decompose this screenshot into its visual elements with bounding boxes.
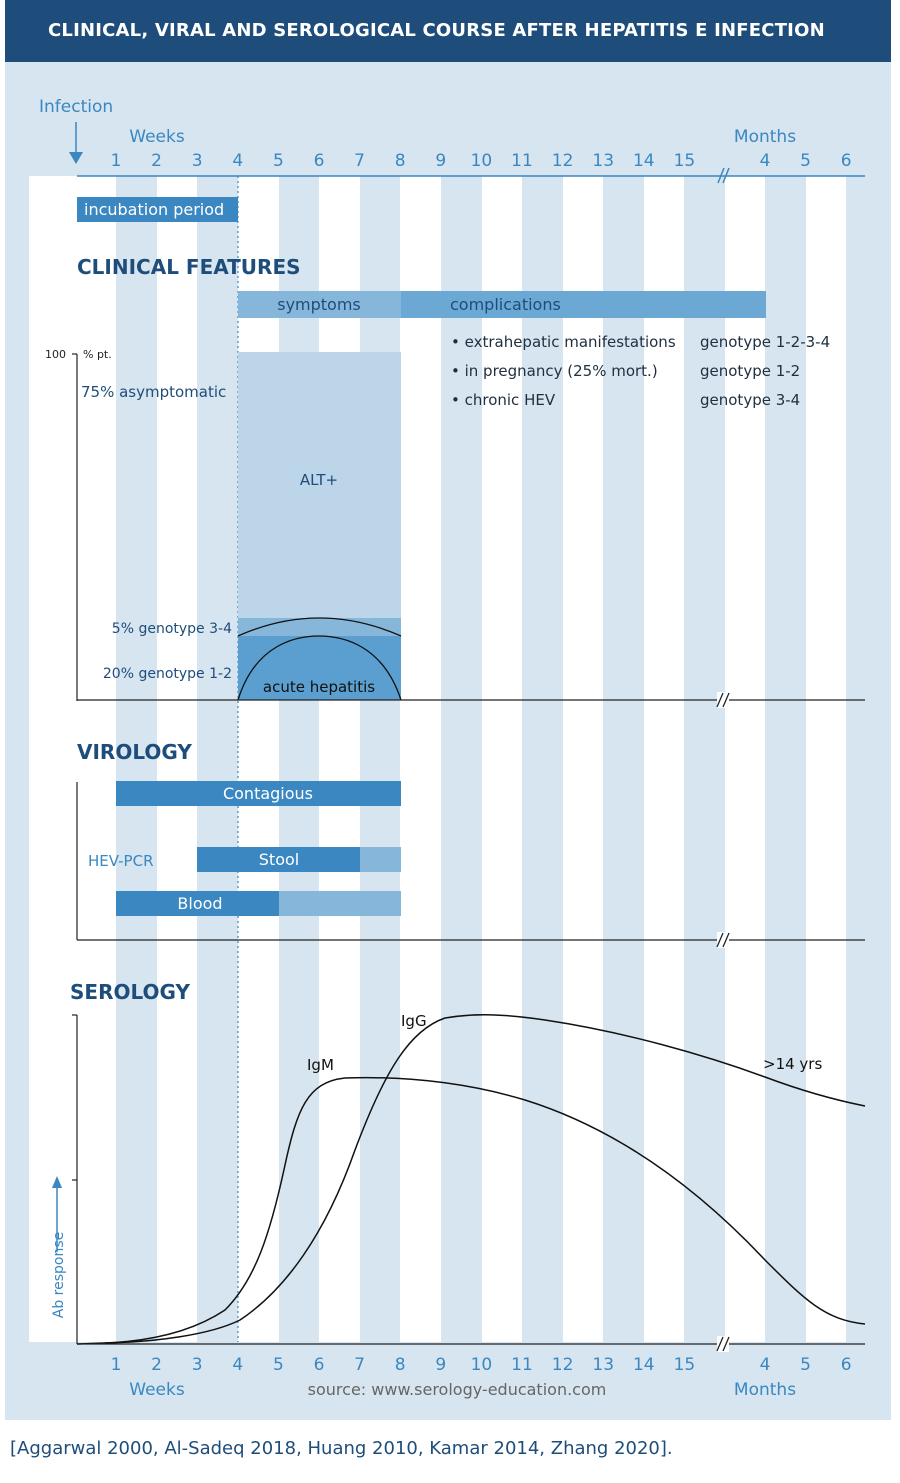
bottom-week-tick-15: 15 [673,1355,696,1375]
infection-label: Infection [39,97,114,117]
top-tick-labels [111,151,852,171]
bottom-tick-labels [111,1355,852,1375]
citation: [Aggarwal 2000, Al-Sadeq 2018, Huang 2010, Kamar 2014, Zhang 2020]. [10,1438,673,1459]
bottom-week-tick-7: 7 [354,1355,366,1375]
virology-heading: VIROLOGY [77,740,192,764]
top-week-tick-2: 2 [151,151,163,171]
top-week-tick-12: 12 [551,151,574,171]
top-week-tick-7: 7 [354,151,366,171]
top-week-tick-11: 11 [511,151,533,171]
bottom-week-tick-8: 8 [394,1355,406,1375]
complication-item-3: • chronic HEV [451,391,556,409]
genotype12-label: 20% genotype 1-2 [102,666,232,682]
genotype34-label: 5% genotype 3-4 [111,621,232,637]
top-week-tick-4: 4 [232,151,244,171]
complication-item-2: • in pregnancy (25% mort.) [451,362,658,380]
blood-bar-tail [279,891,401,916]
stool-label: Stool [258,850,300,869]
bottom-week-tick-6: 6 [313,1355,325,1375]
contagious-label: Contagious [222,784,314,803]
symptoms-label: symptoms [277,295,361,314]
top-week-tick-8: 8 [394,151,406,171]
figure [5,0,891,1420]
top-week-tick-5: 5 [272,151,284,171]
top-months-label: Months [733,127,797,147]
top-week-tick-1: 1 [110,151,122,171]
bottom-week-tick-2: 2 [151,1355,163,1375]
igg-duration-label: >14 yrs [763,1055,823,1073]
bottom-week-tick-11: 11 [511,1355,533,1375]
top-week-tick-13: 13 [592,151,615,171]
blood-label: Blood [177,894,223,913]
asymptomatic-label: 75% asymptomatic [81,383,227,401]
bottom-week-tick-10: 10 [470,1355,493,1375]
bottom-week-tick-1: 1 [110,1355,122,1375]
infection-arrow [69,122,83,164]
top-week-tick-10: 10 [470,151,493,171]
igg-label: IgG [401,1012,427,1030]
clinical-y-top-label: 100 [45,348,66,361]
serology-heading: SEROLOGY [70,980,190,1004]
alt-label: ALT+ [299,471,339,489]
top-week-tick-3: 3 [191,151,203,171]
stool-bar-tail [360,847,401,872]
complications-label: complications [450,295,561,314]
complication-genotype-1: genotype 1-2-3-4 [700,333,831,351]
bottom-week-tick-13: 13 [592,1355,615,1375]
bottom-week-tick-9: 9 [435,1355,447,1375]
top-weeks-label: Weeks [129,127,185,147]
igm-label: IgM [307,1056,334,1074]
figure-title: CLINICAL, VIRAL AND SEROLOGICAL COURSE AFTER HEPATITIS E INFECTION [48,20,825,41]
virology-axis-break [717,932,729,948]
bottom-month-tick-4: 4 [759,1355,771,1375]
bottom-months-label: Months [733,1380,797,1400]
serology-axis-break [717,1336,729,1352]
top-week-tick-6: 6 [313,151,325,171]
bottom-weeks-label: Weeks [129,1380,185,1400]
top-week-tick-9: 9 [435,151,447,171]
top-week-tick-15: 15 [673,151,696,171]
pcr-label: HEV-PCR [88,852,154,870]
source-label: source: www.serology-education.com [307,1380,607,1399]
clinical-axis-break [717,692,729,708]
bottom-week-tick-4: 4 [232,1355,244,1375]
top-month-tick-4: 4 [759,151,771,171]
complication-item-1: • extrahepatic manifestations [451,333,676,351]
top-month-tick-6: 6 [840,151,852,171]
complication-genotype-2: genotype 1-2 [700,362,801,380]
acute-hepatitis-label: acute hepatitis [262,678,376,696]
clinical-heading: CLINICAL FEATURES [77,255,301,279]
top-week-tick-14: 14 [632,151,655,171]
bottom-week-tick-14: 14 [632,1355,655,1375]
bottom-week-tick-3: 3 [191,1355,203,1375]
bottom-month-tick-5: 5 [800,1355,812,1375]
clinical-y-unit: % pt. [83,348,112,361]
complication-genotype-3: genotype 3-4 [700,391,801,409]
bottom-week-tick-5: 5 [272,1355,284,1375]
diagram-canvas [5,0,891,1420]
incubation-label: incubation period [84,200,225,219]
ab-response-label: Ab response [51,1231,67,1319]
bottom-week-tick-12: 12 [551,1355,574,1375]
bottom-month-tick-6: 6 [840,1355,852,1375]
top-month-tick-5: 5 [800,151,812,171]
